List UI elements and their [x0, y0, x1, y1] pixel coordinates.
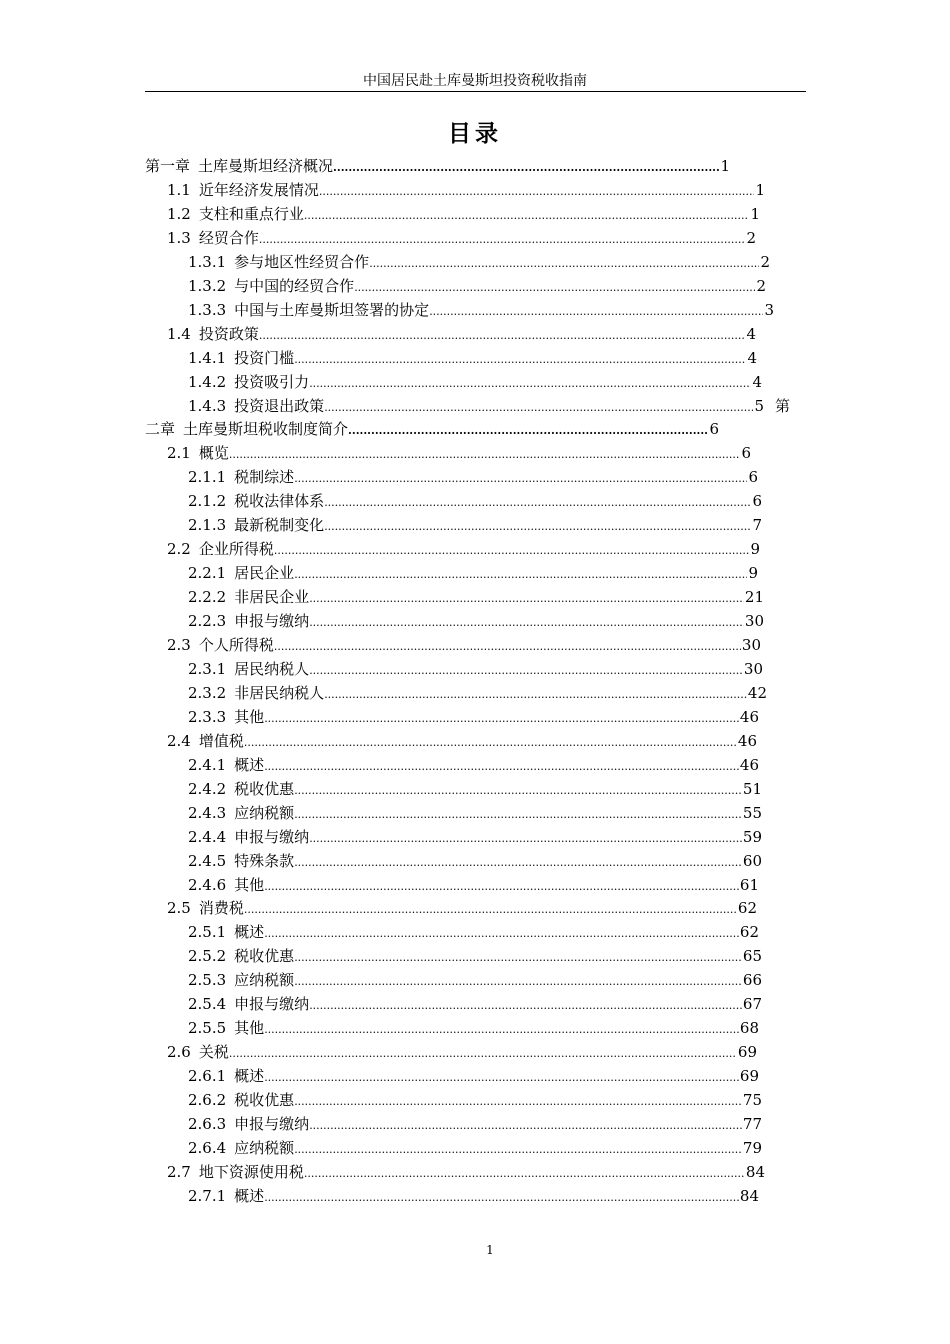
toc-leader-dots [324, 683, 747, 707]
toc-leader-dots [324, 491, 751, 515]
toc-entry-number: 二章 [145, 420, 176, 439]
toc-entry[interactable] [167, 178, 765, 202]
toc-leader-dots [294, 851, 742, 875]
toc-entry-title: 税收优惠 [234, 947, 295, 966]
toc-entry-page: 46 [739, 707, 759, 726]
toc-entry-title: 投资政策 [198, 324, 259, 343]
toc-entry-title: 企业所得税 [198, 540, 274, 559]
toc-entry-title: 概述 [234, 1067, 265, 1086]
toc-leader-dots [244, 731, 737, 755]
toc-entry-number: 2.2 [167, 540, 191, 559]
toc-entry-title: 参与地区性经贸合作 [234, 252, 370, 271]
toc-entry-page: 42 [747, 683, 767, 702]
toc-entry-title: 特殊条款 [234, 851, 295, 870]
toc-entry-title: 地下资源使用税 [198, 1162, 304, 1181]
page-number: 1 [486, 1243, 494, 1257]
toc-leader-dots [294, 1090, 742, 1114]
toc-leader-dots [294, 803, 742, 827]
toc-leader-dots [294, 348, 746, 372]
toc-entry[interactable] [188, 585, 764, 609]
toc-entry-page: 5 [754, 396, 764, 415]
toc-entry-page: 68 [739, 1019, 759, 1038]
toc-entry-title: 近年经济发展情况 [198, 180, 319, 199]
toc-entry-title: 税收法律体系 [234, 492, 325, 511]
toc-entry-number: 2.7 [167, 1162, 191, 1181]
toc-entry-page: 2 [746, 228, 756, 247]
toc-entry[interactable] [188, 394, 764, 418]
toc-entry-number: 2.6.3 [188, 1115, 227, 1133]
toc-entry-number: 2.6.2 [188, 1091, 227, 1110]
toc-entry[interactable] [188, 1136, 762, 1160]
toc-entry-page: 84 [739, 1186, 759, 1205]
toc-entry[interactable] [188, 657, 763, 681]
toc-entry-number: 2.5.3 [188, 971, 227, 990]
toc-entry[interactable] [188, 1088, 762, 1112]
toc-entry[interactable] [188, 489, 762, 513]
toc-entry-page: 66 [742, 971, 762, 990]
toc-entry-title: 投资门槛 [234, 348, 295, 367]
toc-entry-number: 第一章 [145, 157, 191, 175]
toc-entry-number: 2.5.1 [188, 923, 227, 942]
toc-entry-page: 30 [743, 659, 763, 678]
toc-entry[interactable] [188, 250, 770, 274]
toc-entry-page: 4 [752, 372, 762, 391]
toc-entry-title: 居民纳税人 [234, 659, 310, 678]
toc-entry-title: 概述 [234, 923, 265, 942]
toc-entry-number: 2.5 [167, 899, 191, 918]
toc-entry-number: 2.4.6 [188, 875, 227, 894]
toc-leader-dots [324, 396, 753, 420]
toc-entry[interactable] [167, 1040, 757, 1064]
toc-entry-number: 2.3.3 [188, 707, 227, 726]
toc-leader-dots [229, 1042, 737, 1066]
toc-entry-number: 2.5.2 [188, 947, 227, 966]
toc-entry-title: 关税 [198, 1043, 229, 1062]
toc-entry-title: 非居民纳税人 [234, 683, 325, 702]
toc-entry[interactable] [188, 944, 762, 968]
toc-entry-title: 应纳税额 [234, 803, 295, 822]
toc-entry[interactable] [188, 801, 762, 825]
toc-leader-dots [259, 324, 746, 348]
toc-entry[interactable] [167, 1160, 765, 1184]
toc-entry-number: 2.4.3 [188, 803, 227, 822]
toc-entry-page: 59 [742, 827, 762, 846]
toc-entry-title: 申报与缴纳 [234, 612, 310, 631]
toc-leader-dots [354, 276, 755, 300]
toc-entry-number: 1.2 [167, 204, 191, 223]
toc-entry[interactable] [167, 633, 761, 657]
toc-leader-dots [333, 156, 719, 180]
toc-entry[interactable] [188, 681, 767, 705]
toc-entry-page: 6 [752, 492, 762, 511]
toc-entry[interactable] [188, 1064, 759, 1088]
toc-entry[interactable] [188, 1184, 759, 1208]
toc-leader-dots [229, 443, 741, 467]
toc-leader-dots [294, 779, 742, 803]
toc-entry[interactable] [188, 705, 759, 729]
toc-entry-page: 67 [742, 995, 762, 1014]
toc-entry-page: 21 [744, 588, 764, 607]
toc-entry[interactable] [145, 417, 719, 441]
toc-entry-page: 30 [741, 636, 761, 654]
toc-entry-page: 60 [742, 851, 762, 870]
toc-entry[interactable] [188, 873, 759, 897]
toc-entry-page: 1 [755, 180, 765, 199]
toc-entry-page: 55 [742, 803, 762, 822]
toc-entry-title: 概述 [234, 1186, 265, 1205]
toc-entry-number: 2.4.1 [188, 755, 227, 774]
toc-entry-number: 1.3.3 [188, 300, 227, 319]
toc-entry-title: 中国与土库曼斯坦签署的协定 [234, 300, 430, 319]
toc-entry-page: 3 [764, 300, 774, 319]
toc-entry-page: 30 [744, 612, 764, 631]
toc-leader-dots [309, 587, 744, 611]
toc-entry-title: 税制综述 [234, 468, 295, 487]
toc-entry-title: 其他 [234, 707, 265, 726]
toc-leader-dots [264, 755, 739, 779]
toc-entry-title: 经贸合作 [198, 228, 259, 247]
toc-entry[interactable] [188, 274, 766, 298]
toc-entry-page: 84 [745, 1162, 765, 1181]
toc-entry-number: 2.3.1 [188, 659, 227, 678]
toc-entry-page: 2 [756, 276, 766, 295]
toc-entry-page: 46 [739, 755, 759, 774]
toc-leader-dots [294, 970, 742, 994]
running-header: 中国居民赴土库曼斯坦投资税收指南 [363, 73, 587, 89]
toc-entry[interactable] [167, 226, 756, 250]
toc-entry-title: 申报与缴纳 [234, 1115, 310, 1133]
toc-entry-page: 62 [739, 923, 759, 942]
toc-entry-title: 应纳税额 [234, 1138, 295, 1157]
toc-leader-dots [294, 1138, 742, 1162]
toc-entry-page: 4 [747, 348, 757, 367]
toc-entry-number: 2.2.1 [188, 564, 227, 583]
toc-entry-title: 其他 [234, 1019, 265, 1038]
toc-entry-number: 2.2.3 [188, 612, 227, 631]
toc-leader-dots [294, 563, 747, 587]
toc-entry-page: 61 [739, 875, 759, 894]
toc-entry-title: 申报与缴纳 [234, 995, 310, 1014]
toc-leader-dots [294, 467, 747, 491]
toc-entry-page: 75 [742, 1091, 762, 1110]
toc-entry-title: 居民企业 [234, 564, 295, 583]
toc-entry-number: 1.3.1 [188, 252, 227, 271]
toc-entry-number: 2.6.1 [188, 1067, 227, 1086]
toc-entry-number: 2.1.1 [188, 468, 227, 487]
toc-entry-title: 最新税制变化 [234, 516, 325, 535]
toc-entry-number: 2.6.4 [188, 1138, 227, 1157]
toc-entry-page: 77 [742, 1115, 762, 1133]
toc-leader-dots [369, 252, 759, 276]
toc-entry-page: 6 [748, 468, 758, 487]
toc-entry-title: 投资吸引力 [234, 372, 310, 391]
toc-entry-page: 9 [750, 540, 760, 559]
toc-entry[interactable] [188, 513, 762, 537]
toc-entry[interactable] [188, 609, 764, 633]
toc-entry-number: 2.4 [167, 731, 191, 750]
toc-entry[interactable] [188, 561, 758, 585]
toc-entry-number: 2.3 [167, 636, 191, 654]
toc-leader-dots [309, 611, 744, 635]
toc-leader-dots [348, 419, 708, 443]
toc-entry-title: 消费税 [198, 899, 244, 918]
toc-entry-title: 支柱和重点行业 [198, 204, 304, 223]
toc-overflow-text: 第 [775, 396, 791, 415]
toc-entry-title: 投资退出政策 [234, 396, 325, 415]
toc-entry-number: 2.4.2 [188, 779, 227, 798]
toc-entry-page: 69 [737, 1043, 757, 1062]
toc-entry-title: 税收优惠 [234, 1091, 295, 1110]
toc-leader-dots [264, 922, 739, 946]
toc-entry[interactable] [188, 968, 762, 992]
toc-entry-number: 1.1 [167, 180, 191, 199]
toc-entry-number: 1.3 [167, 228, 191, 247]
toc-entry[interactable] [188, 370, 762, 394]
toc-entry-number: 2.1.2 [188, 492, 227, 511]
toc-entry-page: 9 [748, 564, 758, 583]
toc-leader-dots [309, 827, 742, 851]
toc-entry-page: 79 [742, 1138, 762, 1157]
toc-leader-dots [264, 1018, 739, 1042]
toc-leader-dots [304, 204, 750, 228]
toc-entry-page: 2 [760, 252, 770, 271]
toc-entry-title: 应纳税额 [234, 971, 295, 990]
toc-entry[interactable] [167, 537, 760, 561]
toc-entry[interactable] [188, 346, 757, 370]
toc-leader-dots [309, 372, 751, 396]
toc-entry-number: 1.4.1 [188, 348, 227, 367]
toc-entry[interactable] [167, 202, 760, 226]
toc-entry-number: 2.5.5 [188, 1019, 227, 1038]
toc-entry[interactable] [188, 920, 759, 944]
toc-entry-title: 申报与缴纳 [234, 827, 310, 846]
toc-entry[interactable] [188, 1016, 759, 1040]
toc-leader-dots [304, 1162, 745, 1186]
toc-entry-title: 概览 [198, 444, 229, 463]
page-title: 目录 [448, 121, 502, 147]
toc-entry[interactable] [188, 992, 762, 1016]
toc-leader-dots [264, 1186, 739, 1210]
toc-entry-page: 1 [720, 157, 730, 175]
toc-entry[interactable] [167, 322, 756, 346]
toc-entry-number: 2.3.2 [188, 683, 227, 702]
toc-entry[interactable] [188, 1112, 762, 1136]
toc-leader-dots [324, 515, 751, 539]
header-rule [145, 91, 806, 92]
toc-entry-number: 1.4.2 [188, 372, 227, 391]
toc-entry[interactable] [188, 777, 762, 801]
toc-entry[interactable] [188, 298, 774, 322]
toc-entry[interactable] [188, 753, 759, 777]
toc-entry-number: 2.1 [167, 444, 191, 463]
toc-entry-number: 1.3.2 [188, 276, 227, 295]
toc-entry-title: 个人所得税 [198, 636, 274, 654]
toc-leader-dots [264, 707, 739, 731]
toc-entry[interactable] [188, 825, 762, 849]
toc-entry[interactable] [188, 849, 762, 873]
toc-entry-page: 62 [737, 899, 757, 918]
toc-entry-page: 65 [742, 947, 762, 966]
toc-entry-page: 1 [750, 204, 760, 223]
toc-entry-number: 1.4.3 [188, 396, 227, 415]
toc-entry-title: 土库曼斯坦税收制度简介 [183, 420, 349, 439]
toc-entry-number: 2.5.4 [188, 995, 227, 1014]
toc-leader-dots [264, 875, 739, 899]
toc-entry-page: 7 [752, 516, 762, 535]
toc-entry-page: 51 [742, 779, 762, 798]
toc-entry[interactable] [145, 154, 730, 178]
toc-entry-title: 非居民企业 [234, 588, 310, 607]
toc-entry-page: 69 [739, 1067, 759, 1086]
toc-entry-title: 其他 [234, 875, 265, 894]
toc-entry-page: 6 [741, 444, 751, 463]
toc-entry-number: 2.4.4 [188, 827, 227, 846]
toc-leader-dots [309, 1114, 742, 1138]
toc-leader-dots [259, 228, 746, 252]
toc-entry-title: 与中国的经贸合作 [234, 276, 355, 295]
toc-leader-dots [274, 539, 750, 563]
toc-entry[interactable] [167, 441, 751, 465]
toc-entry-title: 土库曼斯坦经济概况 [198, 157, 334, 175]
toc-entry-number: 2.2.2 [188, 588, 227, 607]
toc-leader-dots [294, 946, 742, 970]
toc-entry-number: 1.4 [167, 324, 191, 343]
toc-leader-dots [274, 635, 741, 659]
toc-entry-page: 4 [746, 324, 756, 343]
toc-entry-page: 46 [737, 731, 757, 750]
toc-entry-number: 2.6 [167, 1043, 191, 1062]
toc-leader-dots [319, 180, 755, 204]
toc-entry[interactable] [167, 896, 757, 920]
toc-entry-number: 2.7.1 [188, 1186, 227, 1205]
toc-entry-title: 税收优惠 [234, 779, 295, 798]
toc-leader-dots [309, 994, 742, 1018]
toc-entry-page: 6 [709, 420, 719, 439]
toc-entry-title: 增值税 [198, 731, 244, 750]
toc-entry-title: 概述 [234, 755, 265, 774]
toc-entry[interactable] [188, 465, 758, 489]
toc-leader-dots [309, 659, 743, 683]
toc-entry-number: 2.1.3 [188, 516, 227, 535]
toc-leader-dots [429, 300, 763, 324]
toc-entry-number: 2.4.5 [188, 851, 227, 870]
toc-leader-dots [264, 1066, 739, 1090]
toc-leader-dots [244, 898, 737, 922]
toc-entry[interactable] [167, 729, 757, 753]
